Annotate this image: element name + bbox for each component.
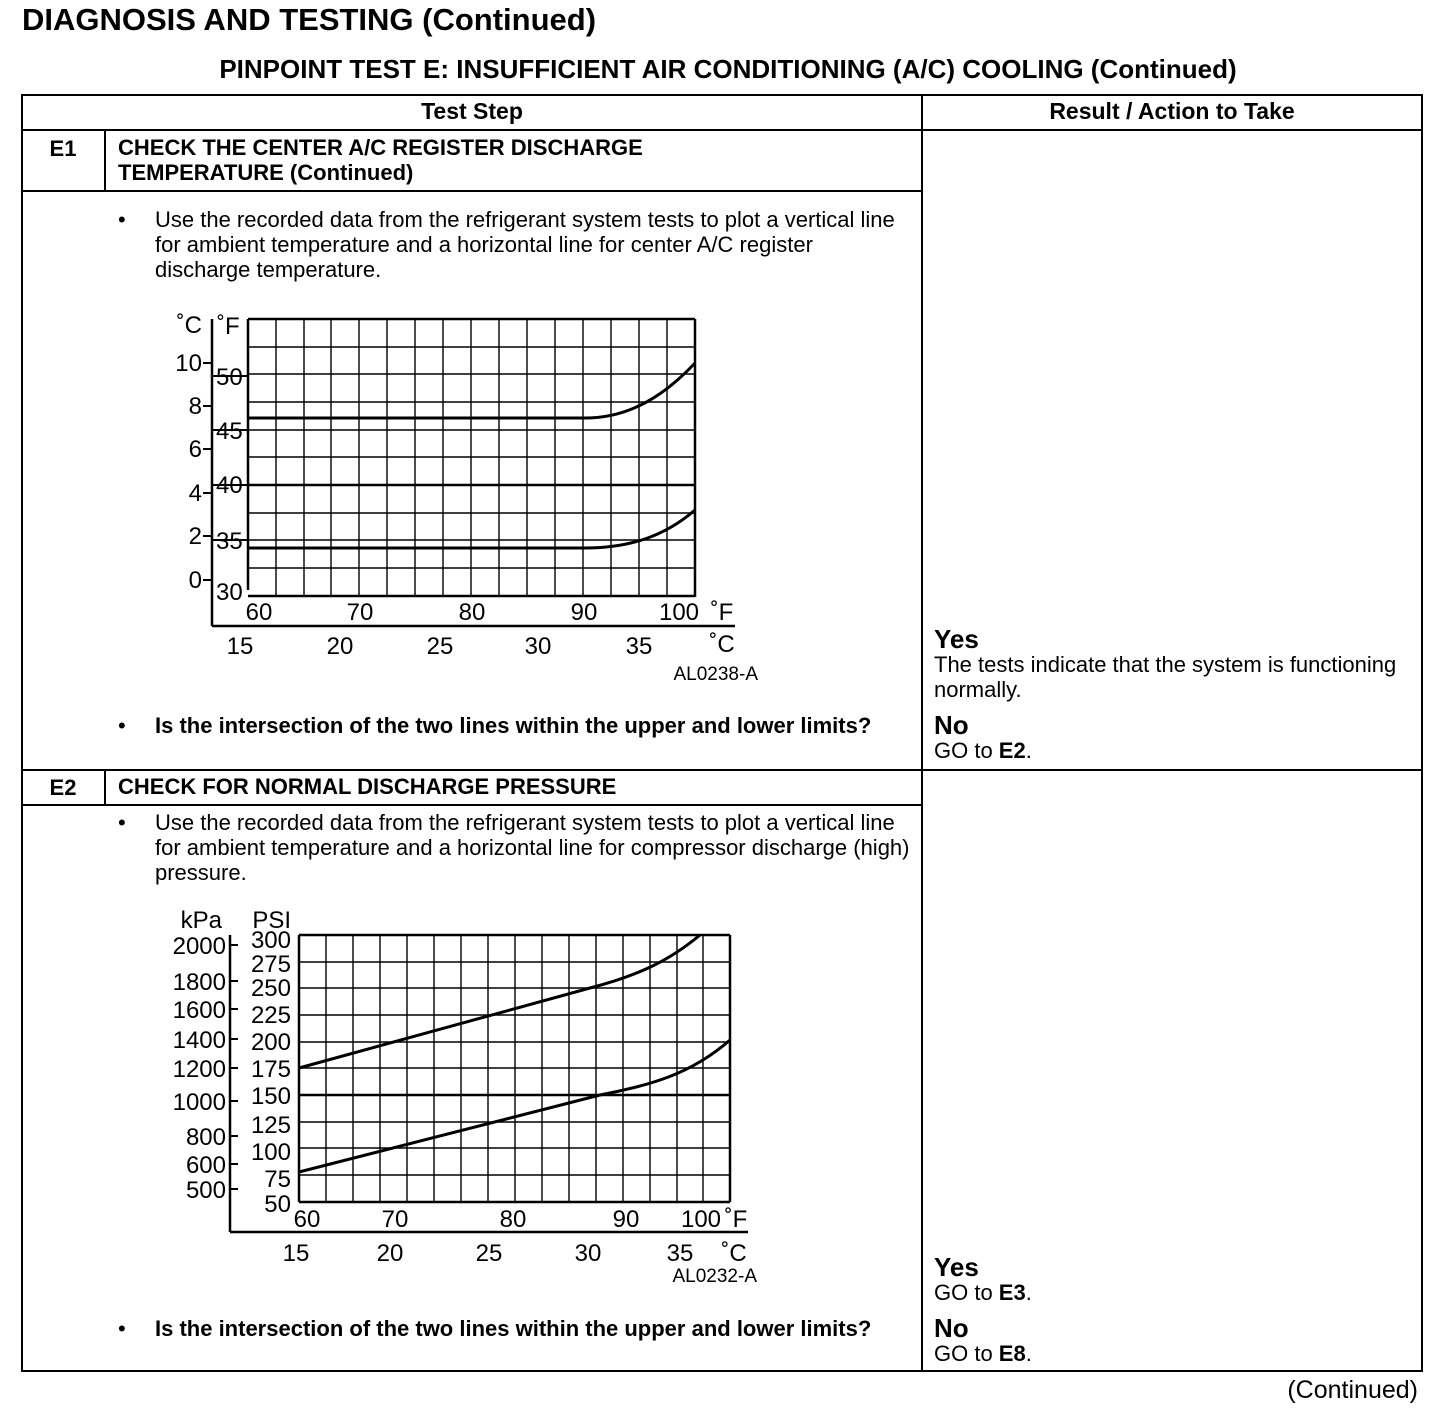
kpa-unit-label: kPa — [180, 907, 222, 934]
x-tick-label: 30 — [524, 633, 552, 660]
step-title: CHECK THE CENTER A/C REGISTER DISCHARGE TEMPERATURE (Continued) — [118, 135, 643, 185]
fahrenheit-unit-label: ˚F — [217, 313, 240, 340]
column-header-result: Result / Action to Take — [1049, 98, 1295, 124]
step-instruction: Use the recorded data from the refrigerant system tests to plot a vertical line for ambient temperature and a horizontal line for center A/C register discharge temperature. — [155, 207, 895, 282]
y-tick-label: 600 — [185, 1152, 226, 1179]
x-unit-label: ˚F — [724, 1206, 748, 1233]
x-tick-label: 100 — [680, 1206, 722, 1233]
pressure-chart-grid — [299, 935, 730, 1202]
x-tick-label: 20 — [376, 1240, 404, 1267]
x-tick-label: 70 — [346, 599, 374, 626]
y-tick-label: 0 — [188, 567, 202, 594]
y-tick-label: 2000 — [172, 933, 226, 960]
bullet-icon: • — [118, 810, 126, 835]
y-tick-label: 75 — [264, 1166, 291, 1193]
x-tick-label: 35 — [625, 633, 653, 660]
y-tick-label: 2 — [188, 523, 202, 550]
upper-limit-curve — [299, 935, 700, 1068]
column-header-test-step: Test Step — [421, 98, 523, 124]
y-tick-label: 10 — [175, 350, 202, 377]
y-tick-label: 1000 — [172, 1089, 226, 1116]
step-id: E1 — [49, 136, 77, 161]
goto-step-link[interactable]: E8 — [998, 1341, 1026, 1366]
continued-note: (Continued) — [1287, 1376, 1418, 1404]
y-tick-label: 30 — [216, 579, 243, 606]
x-tick-label: 60 — [245, 599, 273, 626]
y-tick-label: 100 — [250, 1139, 291, 1166]
y-tick-label: 150 — [250, 1083, 291, 1110]
step-id: E2 — [49, 775, 77, 800]
y-tick-label: 500 — [185, 1177, 226, 1204]
y-tick-label: 300 — [250, 927, 291, 954]
page-title: DIAGNOSIS AND TESTING (Continued) — [22, 2, 597, 37]
x-tick-label: 80 — [499, 1206, 527, 1233]
y-tick-label: 40 — [216, 472, 243, 499]
y-tick-label: 45 — [216, 418, 243, 445]
bullet-icon: • — [118, 713, 126, 738]
x-tick-label: 90 — [570, 599, 598, 626]
x-tick-label: 15 — [226, 633, 254, 660]
x-tick-label: 20 — [326, 633, 354, 660]
discharge-pressure-chart — [160, 900, 780, 1290]
result-yes-text: The tests indicate that the system is functioning normally. — [934, 652, 1397, 702]
x-unit-label: ˚F — [710, 599, 734, 626]
x-unit-label: ˚C — [721, 1240, 747, 1267]
bullet-icon: • — [118, 1316, 126, 1341]
goto-step-link[interactable]: E2 — [998, 738, 1026, 763]
x-tick-label: 60 — [293, 1206, 321, 1233]
discharge-temperature-chart — [160, 300, 780, 700]
y-tick-label: 8 — [188, 393, 202, 420]
psi-unit-label: PSI — [252, 907, 291, 934]
y-tick-label: 1200 — [172, 1056, 226, 1083]
x-unit-label: ˚C — [709, 631, 735, 658]
y-tick-label: 250 — [250, 975, 291, 1002]
y-tick-label: 4 — [188, 480, 202, 507]
figure-code: AL0238-A — [673, 664, 758, 685]
x-tick-label: 100 — [658, 599, 700, 626]
result-no-label: No — [934, 1313, 969, 1343]
x-tick-label: 35 — [666, 1240, 694, 1267]
x-tick-label: 30 — [574, 1240, 602, 1267]
celsius-unit-label: ˚C — [176, 312, 202, 339]
step-instruction: Use the recorded data from the refrigerant system tests to plot a vertical line for ambient temperature and a horizontal line for compressor discharge (high) pressure. — [155, 810, 910, 885]
x-tick-label: 90 — [612, 1206, 640, 1233]
y-tick-label: 50 — [216, 364, 243, 391]
x-tick-label: 15 — [282, 1240, 310, 1267]
step-question: Is the intersection of the two lines within the upper and lower limits? — [155, 713, 872, 738]
x-tick-label: 25 — [475, 1240, 503, 1267]
result-yes-action: GO to E3. — [934, 1280, 1032, 1305]
result-yes-label: Yes — [934, 1252, 979, 1282]
y-tick-label: 175 — [250, 1056, 291, 1083]
figure-code: AL0232-A — [672, 1266, 757, 1287]
result-yes-label: Yes — [934, 624, 979, 654]
step-title: CHECK FOR NORMAL DISCHARGE PRESSURE — [118, 774, 617, 799]
x-tick-label: 70 — [381, 1206, 409, 1233]
y-tick-label: 275 — [250, 951, 291, 978]
step-question: Is the intersection of the two lines within the upper and lower limits? — [155, 1316, 872, 1341]
x-tick-label: 80 — [458, 599, 486, 626]
result-no-action: GO to E8. — [934, 1341, 1032, 1366]
result-no-action: GO to E2. — [934, 738, 1032, 763]
y-tick-label: 1600 — [172, 997, 226, 1024]
y-tick-label: 800 — [185, 1124, 226, 1151]
y-tick-label: 200 — [250, 1029, 291, 1056]
pinpoint-test-title: PINPOINT TEST E: INSUFFICIENT AIR CONDITIONING (A/C) COOLING (Continued) — [219, 54, 1237, 84]
y-tick-label: 1400 — [172, 1027, 226, 1054]
x-tick-label: 25 — [426, 633, 454, 660]
y-tick-label: 35 — [216, 528, 243, 555]
y-tick-label: 6 — [188, 436, 202, 463]
bullet-icon: • — [118, 207, 126, 232]
goto-step-link[interactable]: E3 — [998, 1280, 1026, 1305]
result-no-label: No — [934, 710, 969, 740]
y-tick-label: 225 — [250, 1002, 291, 1029]
y-tick-label: 1800 — [172, 969, 226, 996]
y-tick-label: 125 — [250, 1112, 291, 1139]
y-tick-label: 50 — [264, 1191, 291, 1218]
temp-chart-grid — [248, 319, 695, 596]
